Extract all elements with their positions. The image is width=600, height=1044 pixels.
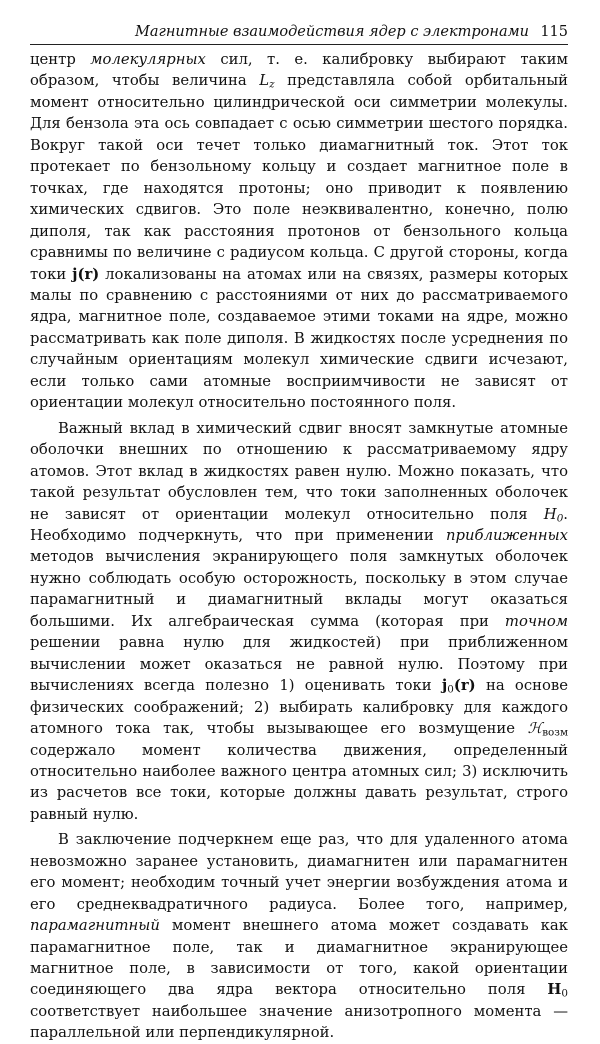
emphasis-exact: точном [504, 612, 568, 630]
math-perturbation: ℋ$_{возм}$ [527, 720, 568, 739]
math-h0: $H_0$ [543, 505, 564, 525]
emphasis-paramagnetic: парамагнитный [30, 917, 160, 935]
body-text [30, 49, 568, 1044]
emphasis-molecular: молекулярных [90, 51, 206, 68]
book-page [30, 22, 568, 1044]
page-number: 115 [540, 24, 568, 40]
paragraph-1: центр молекулярных сил, т. е. калибровку выбирают таким образом, чтобы величина $L_z$ представляла собой орбитальный момент относительно цилиндрической оси симметрии молекулы. Для бензола эта ось совпадает с осью симметрии шестого порядка. Вокруг такой оси течет только диамагнитный ток. Этот ток протекает по бензольному кольцу и создает магнитное поле в точках, где находятся протоны; оно приводит к появлению химических сдвигов. Это поле неэквивалентно, конечно, полю диполя, так как расстояния протонов от бензольного кольца сравнимы по величине с радиусом кольца. С другой стороны, когда токи j(r) локализованы на атомах или на связях, размеры которых малы по сравнению с расстояниями от них до рассматриваемого ядра, магнитное поле, создаваемое этими токами на ядре, можно рассматривать как поле диполя. В жидкостях после усреднения по случайным ориентациям молекул химические сдвиги исчезают, если только сами атомные восприимчивости не зависят от ориентации молекул относительно постоянного поля. [30, 51, 568, 412]
math-lz: $L_z$ [259, 72, 275, 92]
paragraph-3: В заключение подчеркнем еще раз, что для удаленного атома невозможно заранее установить, диамагнитен или парамагнитен его момент; необходим точный учет энергии возбуждения атома и его среднеквадратичного радиуса. Более того, например, парамагнитный момент внешнего атома может создавать как парамагнитное поле, так и диамагнитное экранирующее магнитное поле, в зависимости от того, какой ориентации соединяющего два ядра вектора относительно поля $H_0$ соответствует наибольшее значение анизотропного момента — параллельной или перпендикулярной. [30, 831, 568, 1042]
running-title: Магнитные взаимодействия ядер с электронами [135, 24, 529, 40]
paragraph-2: Важный вклад в химический сдвиг вносят замкнутые атомные оболочки внешних по отношению к рассматриваемому ядру атомов. Этот вклад в жидкостях равен нулю. Можно показать, что такой результат обусловлен тем, что токи заполненных оболочек не зависят от ориентации молекул относительно поля $H_0$. Необходимо подчеркнуть, что при применении приближенных методов вычисления экранирующего поля замкнутых оболочек нужно соблюдать особую осторожность, поскольку в этом случае парамагнитный и диамагнитный вклады могут оказаться большими. Их алгебраическая сумма (которая при точном решении равна нулю для жидкостей) при приближенном вычислении может оказаться не равной нулю. Поэтому при вычислениях всегда полезно 1) оценивать токи $j_0(r)$ на основе физических соображений; 2) выбирать калибровку для каждого атомного тока так, чтобы вызывающее его возмущение ℋ$_{возм}$ содержало момент количества движения, определенный относительно наиболее важного центра атомных сил; 3) исключить из расчетов все токи, которые должны давать результат, строго равный нулю. [30, 419, 568, 823]
math-current-density: j(r) [72, 265, 100, 283]
emphasis-approximate: приближенных [446, 526, 568, 544]
math-j0: $j_0(r)$ [441, 677, 476, 696]
math-h0-vector: $H_0$ [547, 981, 568, 1001]
running-header [30, 22, 568, 45]
